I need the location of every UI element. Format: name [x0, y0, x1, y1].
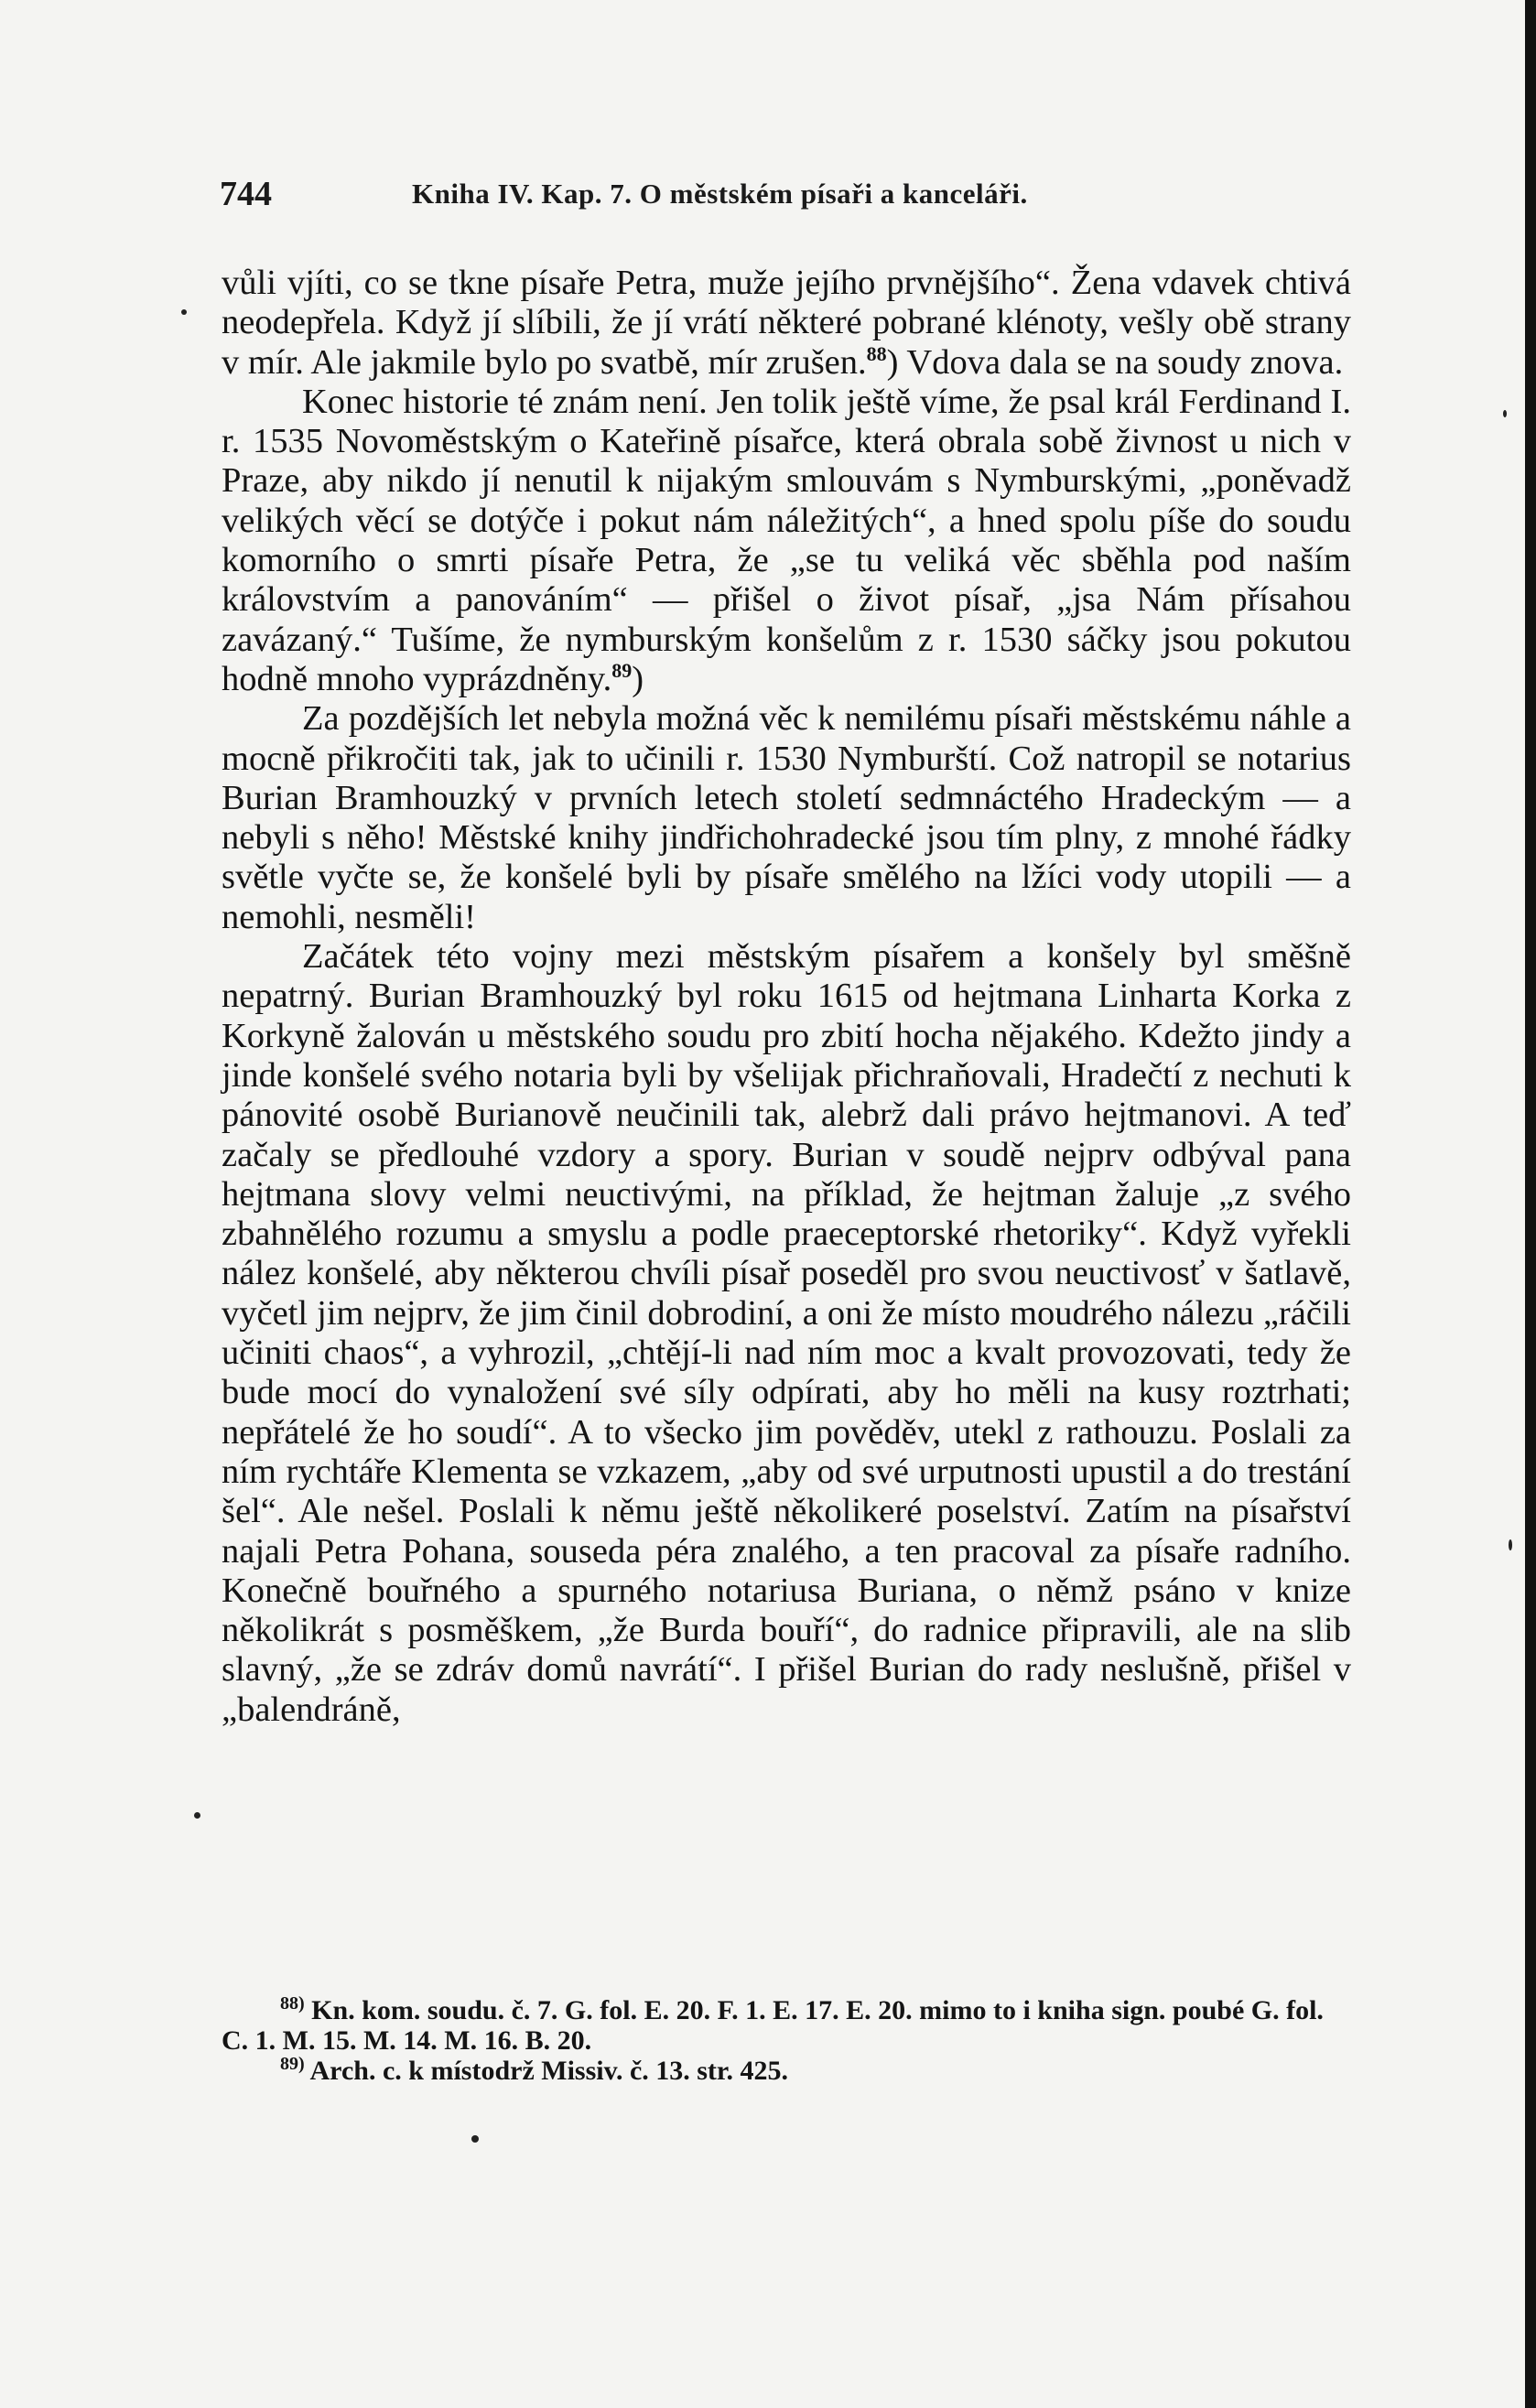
- paragraph-4: Začátek této vojny mezi městským písařem a konšely byl směšně nepatrný. Burian Bramhouzký byl roku 1615 od hejtmana Linharta Korka z Korkyně žalován u městského soudu pro zbití hocha nějakého. Kdežto jindy a jinde konšelé svého notaria byli by všelijak přichraňovali, Hradečtí z nechuti k pánovité osobě Burianově neučinili tak, alebrž dali právo hejtmanovi. A teď začaly se předlouhé vzdory a spory. Burian v soudě nejprv odbýval pana hejtmana slovy velmi neuctivými, na příklad, že hejtman žaluje „z svého zbahnělého rozumu a smyslu a podle praeceptorské rhetoriky“. Když vyřekli nález konšelé, aby některou chvíli písař poseděl pro svou neuctivosť v šatlavě, vyčetl jim nejprv, že jim činil dobrodiní, a oni že místo moudrého nálezu „ráčili učiniti chaos“, a vyhrozil, „chtějí-li nad ním moc a kvalt provozovati, tedy že bude mocí do vynaložení své síly odpírati, aby ho měli na kusy roztrhati; nepřátelé že ho soudí“. A to všecko jim pověděv, utekl z rathouzu. Poslali za ním rychtáře Klementa se vzkazem, „aby od své urputnosti upustil a do trestání šel“. Ale nešel. Poslali k němu ještě několikeré poselství. Zatím na písařství najali Petra Pohana, souseda péra znalého, a ten pracoval za písaře radního. Konečně bouřného a spurného notariusa Buriana, o němž psáno v knize několikrát s posměškem, „že Burda bouří“, do radnice připravili, ale na slib slavný, „že se zdráv domů navrátí“. I přišel Burian do rady neslušně, přišel v „balendráně,: [222, 937, 1351, 1729]
- scan-speck: [1503, 410, 1507, 417]
- footnotes: [222, 1995, 1351, 2086]
- scan-edge: [1525, 0, 1536, 2408]
- paragraph-2-tail: ): [632, 659, 644, 698]
- footnote-text: Kn. kom. soudu. č. 7. G. fol. E. 20. F. 1. E. 17. E. 20. mimo to i kniha sign. poubé G. fol. C. 1. M. 15. M. 14. M. 16. B. 20.: [222, 1995, 1324, 2056]
- footnote-ref-88: 88: [866, 341, 887, 365]
- footnote-88: [222, 1995, 1351, 2056]
- footnote-ref-89: 89: [611, 659, 633, 683]
- paragraph-2-text: Konec historie té znám není. Jen tolik ještě víme, že psal král Ferdinand I. r. 1535 Novoměstským o Kateřině písařce, která obrala sobě živnost u nich v Praze, aby nikdo jí nenutil k nijakým smlouvám s Nymburskými, „poněvadž velikých věcí se dotýče i pokut nám náležitých“, a hned spolu píše do soudu komorního o smrti písaře Petra, že „se tu veliká věc sběhla pod naším královstvím a panováním“ — přišel o život písař, „jsa Nám přísahou zavázaný.“ Tušíme, že nymburským konšelům z r. 1530 sáčky jsou pokutou hodně mnoho vyprázdněny.: [222, 382, 1351, 698]
- page-number: 744: [220, 175, 272, 213]
- scan-speck: [1509, 1539, 1512, 1550]
- paragraph-1: [222, 264, 1351, 383]
- footnote-marker: 88): [280, 1993, 305, 2014]
- page-header: [220, 174, 1336, 220]
- running-head: Kniha IV. Kap. 7. O městském písaři a kanceláři.: [412, 178, 1028, 210]
- scan-speck: [181, 309, 187, 315]
- paragraph-1-text: vůli vjíti, co se tkne písaře Petra, muže jejího prvnějšího“. Žena vdavek chtivá neodepřela. Když jí slíbili, že jí vrátí některé pobrané klénoty, vešly obě strany v mír. Ale jakmile bylo po svatbě, mír zrušen.: [222, 264, 1351, 382]
- footnote-text: Arch. c. k místodrž Missiv. č. 13. str. 425.: [304, 2056, 788, 2086]
- paragraph-2: [222, 383, 1351, 699]
- body-text: [222, 264, 1351, 1730]
- scan-speck: [194, 1812, 200, 1819]
- footnote-89: [222, 2056, 1351, 2086]
- paragraph-3: Za pozdějších let nebyla možná věc k nemilému písaři městskému náhle a mocně přikročiti tak, jak to učinili r. 1530 Nymburští. Což natropil se notarius Burian Bramhouzký v prvních letech století sedmnáctého Hradeckým — a nebyli s něho! Městské knihy jindřichohradecké jsou tím plny, z mnohé řádky světle vyčte se, že konšelé byli by písaře smělého na lžíci vody utopili — a nemohli, nesměli!: [222, 699, 1351, 936]
- paragraph-1-tail: ) Vdova dala se na soudy znova.: [886, 342, 1344, 382]
- scan-speck: [471, 2135, 479, 2143]
- footnote-marker: 89): [280, 2054, 305, 2074]
